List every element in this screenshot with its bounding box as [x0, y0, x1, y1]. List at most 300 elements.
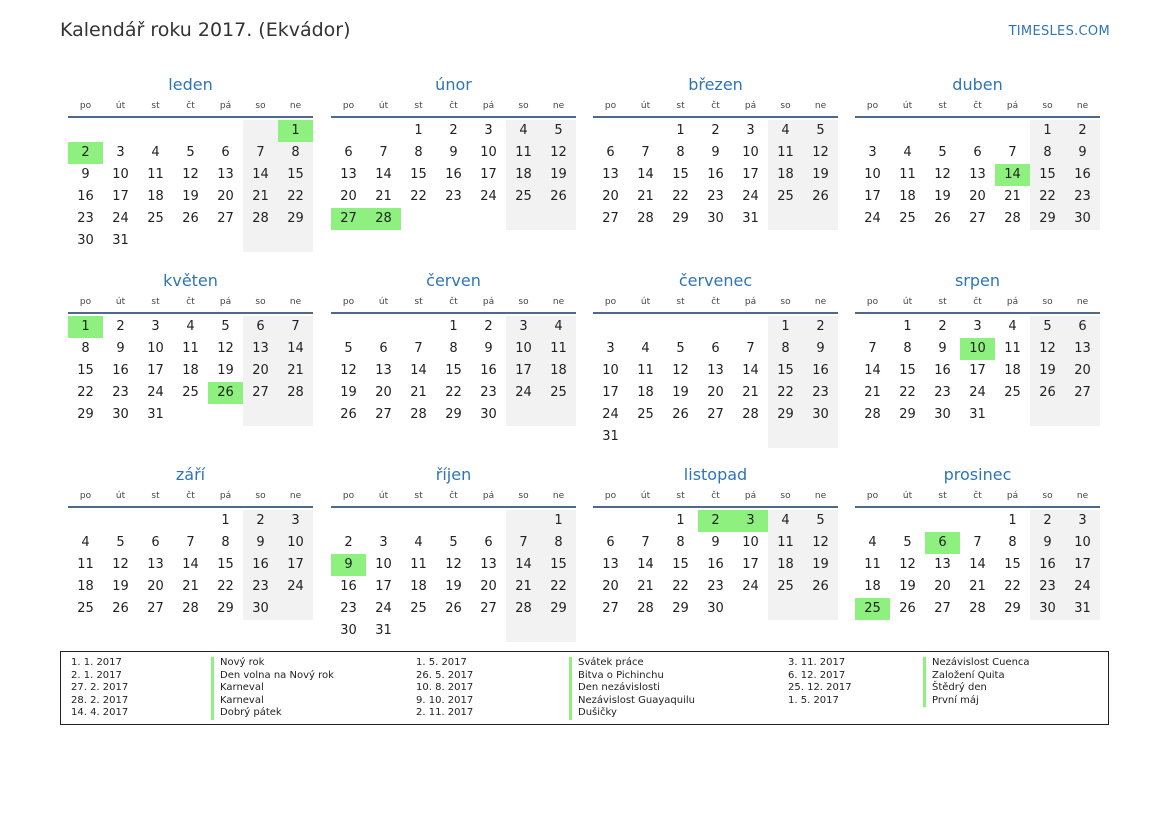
empty-cell: [208, 230, 243, 252]
day-cell: 26: [541, 186, 576, 208]
weekday-label: pá: [219, 491, 232, 501]
day-cell: 11: [768, 142, 803, 164]
day-cell: 17: [480, 167, 497, 182]
empty-cell: [401, 510, 436, 532]
day-cell: 23: [340, 601, 357, 616]
day-cell: 7: [973, 535, 982, 550]
weekday-label: so: [518, 101, 529, 111]
legend-holiday-name: Karneval: [211, 682, 264, 695]
day-cell: 9: [116, 341, 125, 356]
day-cell: 22: [672, 579, 689, 594]
day-cell: 20: [969, 189, 986, 204]
day-cell: 19: [1030, 360, 1065, 382]
day-cell: 16: [934, 363, 951, 378]
legend-holiday-name: První máj: [923, 695, 979, 708]
day-cell: 1: [768, 316, 803, 338]
day-cell: 21: [1004, 189, 1021, 204]
day-cell: 27: [602, 601, 619, 616]
day-cell: 20: [340, 189, 357, 204]
day-cell: 28: [366, 208, 401, 230]
weekday-label: so: [1042, 101, 1053, 111]
legend-holiday-name: Den volna na Nový rok: [211, 670, 334, 683]
day-cell: 21: [410, 385, 427, 400]
day-cell: 8: [414, 145, 423, 160]
empty-cell: [138, 230, 173, 252]
day-cell: 24: [147, 385, 164, 400]
month-name: srpen: [954, 271, 1001, 290]
day-cell: 17: [1065, 554, 1100, 576]
day-cell: 2: [803, 316, 838, 338]
empty-cell: [436, 510, 471, 532]
legend-date: 14. 4. 2017: [71, 707, 129, 718]
day-cell: 6: [606, 535, 615, 550]
day-cell: 27: [243, 382, 278, 404]
empty-cell: [628, 120, 663, 142]
day-cell: 13: [217, 167, 234, 182]
day-cell: 13: [243, 338, 278, 360]
day-cell: 7: [186, 535, 195, 550]
day-cell: 29: [445, 407, 462, 422]
day-cell: 20: [217, 189, 234, 204]
header-rule: [68, 116, 313, 118]
day-cell: 21: [243, 186, 278, 208]
day-cell: 19: [445, 579, 462, 594]
day-cell: 23: [803, 382, 838, 404]
day-cell: 18: [1004, 363, 1021, 378]
day-cell: 15: [899, 363, 916, 378]
empty-cell: [733, 598, 768, 620]
empty-cell: [1065, 404, 1100, 426]
day-cell: 3: [868, 145, 877, 160]
weekday-label: út: [115, 491, 126, 501]
day-cell: 25: [541, 382, 576, 404]
weekday-header: [593, 486, 838, 506]
day-cell: 17: [742, 167, 759, 182]
weekday-label: po: [342, 101, 355, 111]
weekday-label: út: [378, 101, 389, 111]
day-cell: 8: [1008, 535, 1017, 550]
weekday-label: st: [938, 491, 947, 501]
day-cell: 2: [344, 535, 353, 550]
empty-cell: [471, 510, 506, 532]
day-cell: 8: [768, 338, 803, 360]
day-cell: 26: [1030, 382, 1065, 404]
day-cell: 1: [221, 513, 230, 528]
day-cell: 9: [449, 145, 458, 160]
day-cell: 6: [606, 145, 615, 160]
day-cell: 1: [541, 510, 576, 532]
day-cell: 16: [707, 557, 724, 572]
weekday-label: út: [902, 297, 913, 307]
day-cell: 1: [278, 120, 313, 142]
day-cell: 13: [340, 167, 357, 182]
day-cell: 27: [707, 407, 724, 422]
empty-cell: [366, 316, 401, 338]
day-grid: [68, 510, 313, 620]
weekday-label: čt: [186, 491, 195, 501]
empty-cell: [995, 404, 1030, 426]
weekday-label: čt: [973, 101, 982, 111]
day-grid: [593, 510, 838, 620]
weekday-label: so: [518, 491, 529, 501]
empty-cell: [593, 510, 628, 532]
day-cell: 16: [707, 167, 724, 182]
day-cell: 18: [506, 164, 541, 186]
empty-cell: [925, 510, 960, 532]
legend-date: 28. 2. 2017: [71, 694, 129, 706]
weekday-label: út: [378, 297, 389, 307]
day-cell: 22: [1004, 579, 1021, 594]
header-rule: [68, 312, 313, 314]
day-cell: 21: [278, 360, 313, 382]
day-cell: 4: [903, 145, 912, 160]
day-cell: 20: [602, 189, 619, 204]
legend-holiday-name: Založení Quita: [923, 670, 1005, 683]
weekday-label: po: [342, 491, 355, 501]
day-cell: 23: [707, 579, 724, 594]
day-cell: 20: [147, 579, 164, 594]
day-cell: 19: [803, 164, 838, 186]
day-cell: 3: [733, 510, 768, 532]
holiday-legend: [60, 651, 1109, 725]
day-cell: 7: [1008, 145, 1017, 160]
month-únor: [331, 74, 576, 230]
day-cell: 8: [676, 535, 685, 550]
day-cell: 30: [243, 598, 278, 620]
legend-holiday-name: Dušičky: [569, 707, 617, 720]
day-cell: 17: [742, 557, 759, 572]
weekday-label: st: [151, 101, 160, 111]
day-cell: 7: [278, 316, 313, 338]
day-cell: 24: [375, 601, 392, 616]
empty-cell: [173, 230, 208, 252]
weekday-label: pá: [744, 491, 757, 501]
empty-cell: [471, 208, 506, 230]
legend-date: 2. 1. 2017: [71, 669, 122, 681]
day-cell: 12: [899, 557, 916, 572]
day-cell: 24: [278, 576, 313, 598]
day-cell: 20: [375, 385, 392, 400]
day-cell: 7: [414, 341, 423, 356]
day-cell: 17: [602, 385, 619, 400]
weekday-label: čt: [973, 297, 982, 307]
day-cell: 14: [410, 363, 427, 378]
empty-cell: [208, 120, 243, 142]
day-cell: 14: [864, 363, 881, 378]
day-cell: 2: [698, 510, 733, 532]
day-cell: 27: [934, 601, 951, 616]
day-grid: [68, 120, 313, 252]
day-cell: 29: [899, 407, 916, 422]
day-cell: 29: [217, 601, 234, 616]
day-cell: 29: [77, 407, 94, 422]
empty-cell: [768, 426, 803, 448]
legend-date: 6. 12. 2017: [788, 669, 846, 681]
day-cell: 22: [1030, 186, 1065, 208]
day-cell: 25: [147, 211, 164, 226]
empty-cell: [541, 404, 576, 426]
day-cell: 12: [672, 363, 689, 378]
day-cell: 6: [344, 145, 353, 160]
empty-cell: [278, 230, 313, 252]
header-rule: [593, 116, 838, 118]
page-title: Kalendář roku 2017. (Ekvádor): [60, 19, 351, 41]
month-name: říjen: [435, 465, 472, 484]
day-cell: 27: [1065, 382, 1100, 404]
day-cell: 31: [1065, 598, 1100, 620]
day-cell: 8: [81, 341, 90, 356]
empty-cell: [278, 404, 313, 426]
day-cell: 14: [637, 557, 654, 572]
empty-cell: [960, 120, 995, 142]
header-rule: [331, 116, 576, 118]
day-cell: 19: [217, 363, 234, 378]
empty-cell: [173, 510, 208, 532]
weekday-header: [331, 486, 576, 506]
day-cell: 15: [77, 363, 94, 378]
day-cell: 4: [81, 535, 90, 550]
day-cell: 2: [484, 319, 493, 334]
empty-cell: [436, 208, 471, 230]
weekday-label: út: [640, 101, 651, 111]
day-cell: 16: [803, 360, 838, 382]
day-cell: 1: [676, 123, 685, 138]
day-cell: 10: [506, 338, 541, 360]
day-cell: 19: [340, 385, 357, 400]
legend-date: 1. 1. 2017: [71, 657, 122, 668]
weekday-label: ne: [814, 491, 827, 501]
legend-date: 26. 5. 2017: [416, 669, 474, 681]
day-grid: [593, 120, 838, 230]
day-cell: 3: [278, 510, 313, 532]
day-cell: 7: [506, 532, 541, 554]
weekday-header: [855, 96, 1100, 116]
day-cell: 20: [934, 579, 951, 594]
day-cell: 9: [711, 145, 720, 160]
day-cell: 24: [112, 211, 129, 226]
header-rule: [855, 312, 1100, 314]
day-cell: 25: [506, 186, 541, 208]
day-cell: 9: [1030, 532, 1065, 554]
weekday-label: st: [676, 101, 685, 111]
day-cell: 16: [1065, 164, 1100, 186]
weekday-label: po: [604, 101, 617, 111]
empty-cell: [628, 510, 663, 532]
day-cell: 22: [278, 186, 313, 208]
day-cell: 1: [1030, 120, 1065, 142]
empty-cell: [366, 510, 401, 532]
day-cell: 16: [77, 189, 94, 204]
day-cell: 28: [243, 208, 278, 230]
legend-date: 25. 12. 2017: [788, 682, 852, 693]
day-cell: 3: [151, 319, 160, 334]
day-cell: 8: [1030, 142, 1065, 164]
weekday-label: ne: [289, 297, 302, 307]
weekday-label: čt: [449, 101, 458, 111]
day-cell: 4: [541, 316, 576, 338]
day-cell: 9: [81, 167, 90, 182]
day-cell: 11: [147, 167, 164, 182]
day-cell: 28: [864, 407, 881, 422]
day-cell: 31: [602, 429, 619, 444]
day-cell: 14: [243, 164, 278, 186]
empty-cell: [506, 208, 541, 230]
day-cell: 15: [410, 167, 427, 182]
day-cell: 12: [803, 142, 838, 164]
day-cell: 17: [375, 579, 392, 594]
weekday-label: čt: [449, 297, 458, 307]
day-cell: 5: [344, 341, 353, 356]
day-cell: 31: [112, 233, 129, 248]
day-cell: 31: [742, 211, 759, 226]
empty-cell: [208, 404, 243, 426]
empty-cell: [243, 230, 278, 252]
day-cell: 5: [116, 535, 125, 550]
day-cell: 3: [746, 123, 755, 138]
day-cell: 3: [116, 145, 125, 160]
day-cell: 4: [414, 535, 423, 550]
day-cell: 20: [707, 385, 724, 400]
day-cell: 15: [1004, 557, 1021, 572]
day-cell: 1: [1008, 513, 1017, 528]
day-cell: 11: [541, 338, 576, 360]
weekday-label: st: [676, 491, 685, 501]
day-cell: 26: [182, 211, 199, 226]
day-cell: 4: [868, 535, 877, 550]
day-cell: 18: [637, 385, 654, 400]
empty-cell: [278, 598, 313, 620]
weekday-header: [331, 96, 576, 116]
day-cell: 20: [1065, 360, 1100, 382]
empty-cell: [628, 316, 663, 338]
day-cell: 1: [903, 319, 912, 334]
day-cell: 21: [969, 579, 986, 594]
day-cell: 17: [147, 363, 164, 378]
day-grid: [593, 316, 838, 448]
weekday-label: st: [414, 491, 423, 501]
header-rule: [593, 312, 838, 314]
day-cell: 18: [410, 579, 427, 594]
day-cell: 19: [541, 164, 576, 186]
month-říjen: [331, 464, 576, 642]
day-cell: 12: [112, 557, 129, 572]
day-cell: 13: [934, 557, 951, 572]
day-cell: 2: [1030, 510, 1065, 532]
day-cell: 19: [899, 579, 916, 594]
day-cell: 14: [969, 557, 986, 572]
legend-holiday-name: Nezávislost Cuenca: [923, 657, 1030, 670]
day-cell: 24: [864, 211, 881, 226]
day-cell: 17: [969, 363, 986, 378]
weekday-label: pá: [482, 101, 495, 111]
day-cell: 6: [711, 341, 720, 356]
empty-cell: [173, 404, 208, 426]
weekday-label: čt: [186, 101, 195, 111]
day-cell: 27: [217, 211, 234, 226]
weekday-label: út: [115, 297, 126, 307]
day-cell: 23: [934, 385, 951, 400]
day-cell: 12: [182, 167, 199, 182]
day-cell: 28: [742, 407, 759, 422]
day-cell: 25: [77, 601, 94, 616]
day-cell: 24: [969, 385, 986, 400]
legend-date: 1. 5. 2017: [416, 657, 467, 668]
header-rule: [855, 506, 1100, 508]
day-cell: 31: [375, 623, 392, 638]
empty-cell: [663, 316, 698, 338]
empty-cell: [768, 208, 803, 230]
day-cell: 21: [182, 579, 199, 594]
day-cell: 5: [803, 120, 838, 142]
day-cell: 15: [1030, 164, 1065, 186]
day-cell: 5: [938, 145, 947, 160]
day-cell: 10: [1065, 532, 1100, 554]
weekday-header: [331, 292, 576, 312]
day-cell: 12: [934, 167, 951, 182]
day-cell: 28: [410, 407, 427, 422]
day-cell: 14: [995, 164, 1030, 186]
day-cell: 24: [480, 189, 497, 204]
month-březen: [593, 74, 838, 230]
day-cell: 3: [379, 535, 388, 550]
day-grid: [331, 120, 576, 230]
day-cell: 19: [672, 385, 689, 400]
day-cell: 8: [676, 145, 685, 160]
day-cell: 26: [803, 186, 838, 208]
day-cell: 13: [707, 363, 724, 378]
day-cell: 19: [112, 579, 129, 594]
day-cell: 29: [1030, 208, 1065, 230]
day-cell: 11: [1004, 341, 1021, 356]
day-cell: 25: [768, 576, 803, 598]
weekday-label: ne: [1076, 101, 1089, 111]
day-cell: 20: [602, 579, 619, 594]
day-cell: 3: [484, 123, 493, 138]
weekday-label: so: [780, 491, 791, 501]
day-cell: 3: [1065, 510, 1100, 532]
day-cell: 18: [147, 189, 164, 204]
day-cell: 14: [637, 167, 654, 182]
day-cell: 25: [768, 186, 803, 208]
day-cell: 23: [1030, 576, 1065, 598]
day-cell: 22: [672, 189, 689, 204]
weekday-label: ne: [1076, 297, 1089, 307]
legend-holiday-name: Bitva o Pichinchu: [569, 670, 664, 683]
day-cell: 9: [711, 535, 720, 550]
site-link[interactable]: TIMESLES.COM: [1008, 24, 1110, 39]
month-leden: [68, 74, 313, 252]
day-cell: 5: [186, 145, 195, 160]
day-cell: 10: [742, 535, 759, 550]
day-cell: 10: [480, 145, 497, 160]
weekday-header: [855, 292, 1100, 312]
day-cell: 3: [606, 341, 615, 356]
empty-cell: [698, 426, 733, 448]
weekday-header: [593, 96, 838, 116]
day-cell: 3: [506, 316, 541, 338]
day-cell: 28: [637, 601, 654, 616]
month-name: březen: [688, 75, 743, 94]
empty-cell: [68, 120, 103, 142]
empty-cell: [733, 426, 768, 448]
day-cell: 8: [221, 535, 230, 550]
day-cell: 11: [410, 557, 427, 572]
legend-holiday-name: Svátek práce: [569, 657, 644, 670]
day-cell: 24: [506, 382, 541, 404]
weekday-label: čt: [186, 297, 195, 307]
day-cell: 8: [903, 341, 912, 356]
day-cell: 15: [672, 557, 689, 572]
